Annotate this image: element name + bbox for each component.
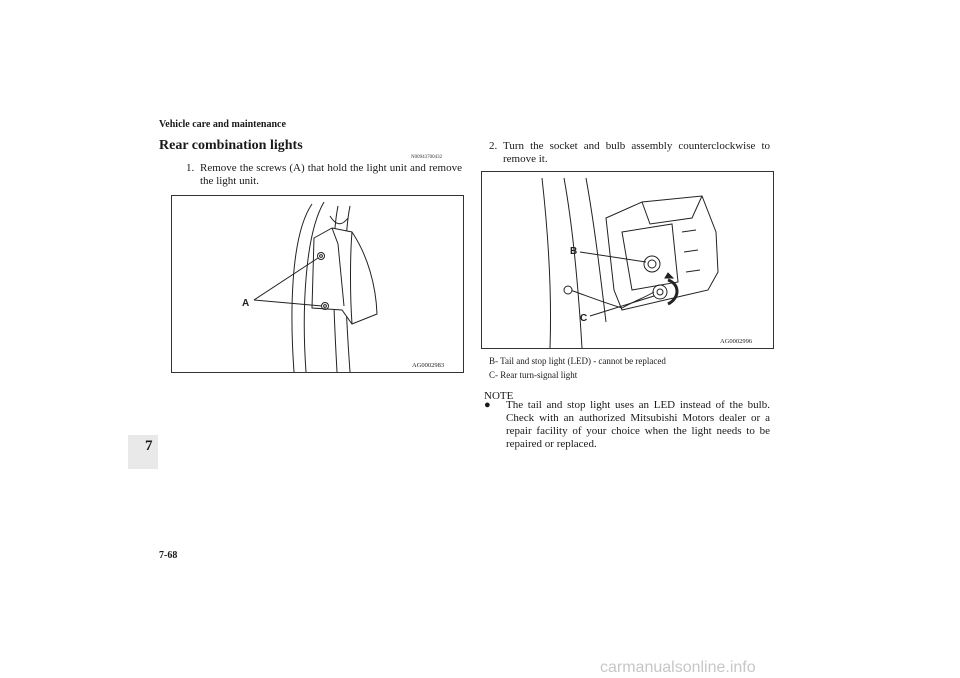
socket-assembly-illustration: [482, 172, 773, 348]
step-2-text: Turn the socket and bulb assembly counterclockwise to remove it.: [503, 140, 770, 165]
caption-c: C- Rear turn-signal light: [489, 370, 578, 380]
figure-2-code: AG0002996: [720, 338, 753, 345]
note-heading: NOTE: [484, 390, 514, 402]
chapter-number: 7: [145, 438, 153, 454]
note-bullet: ●: [484, 399, 491, 411]
step-2: [489, 140, 770, 166]
figure-1-code: AG0002983: [412, 362, 445, 369]
figure-socket-assembly: [481, 171, 774, 349]
step-1: [186, 162, 462, 188]
light-unit-illustration: [172, 196, 463, 372]
label-a: A: [242, 298, 250, 309]
watermark: carmanualsonline.info: [600, 659, 756, 676]
step-1-text: Remove the screws (A) that hold the light unit and remove the light unit.: [200, 162, 462, 187]
label-b: B: [570, 246, 578, 257]
page-number: 7-68: [159, 550, 178, 561]
label-c: C: [580, 313, 588, 324]
step-2-number: 2.: [489, 140, 498, 152]
document-code: N00943700432: [411, 155, 443, 160]
chapter-tab: [128, 435, 158, 469]
figure-remove-screws: [171, 195, 464, 373]
caption-b: B- Tail and stop light (LED) - cannot be replaced: [489, 356, 666, 366]
page-title: Rear combination lights: [159, 138, 303, 153]
step-1-number: 1.: [186, 162, 195, 174]
note-body: [484, 399, 770, 451]
note-text: The tail and stop light uses an LED instead of the bulb. Check with an authorized Mitsubishi Motors dealer or a repair facility of your choice when the light needs to be repaired or replaced.: [506, 399, 770, 450]
section-header: Vehicle care and maintenance: [159, 119, 286, 130]
